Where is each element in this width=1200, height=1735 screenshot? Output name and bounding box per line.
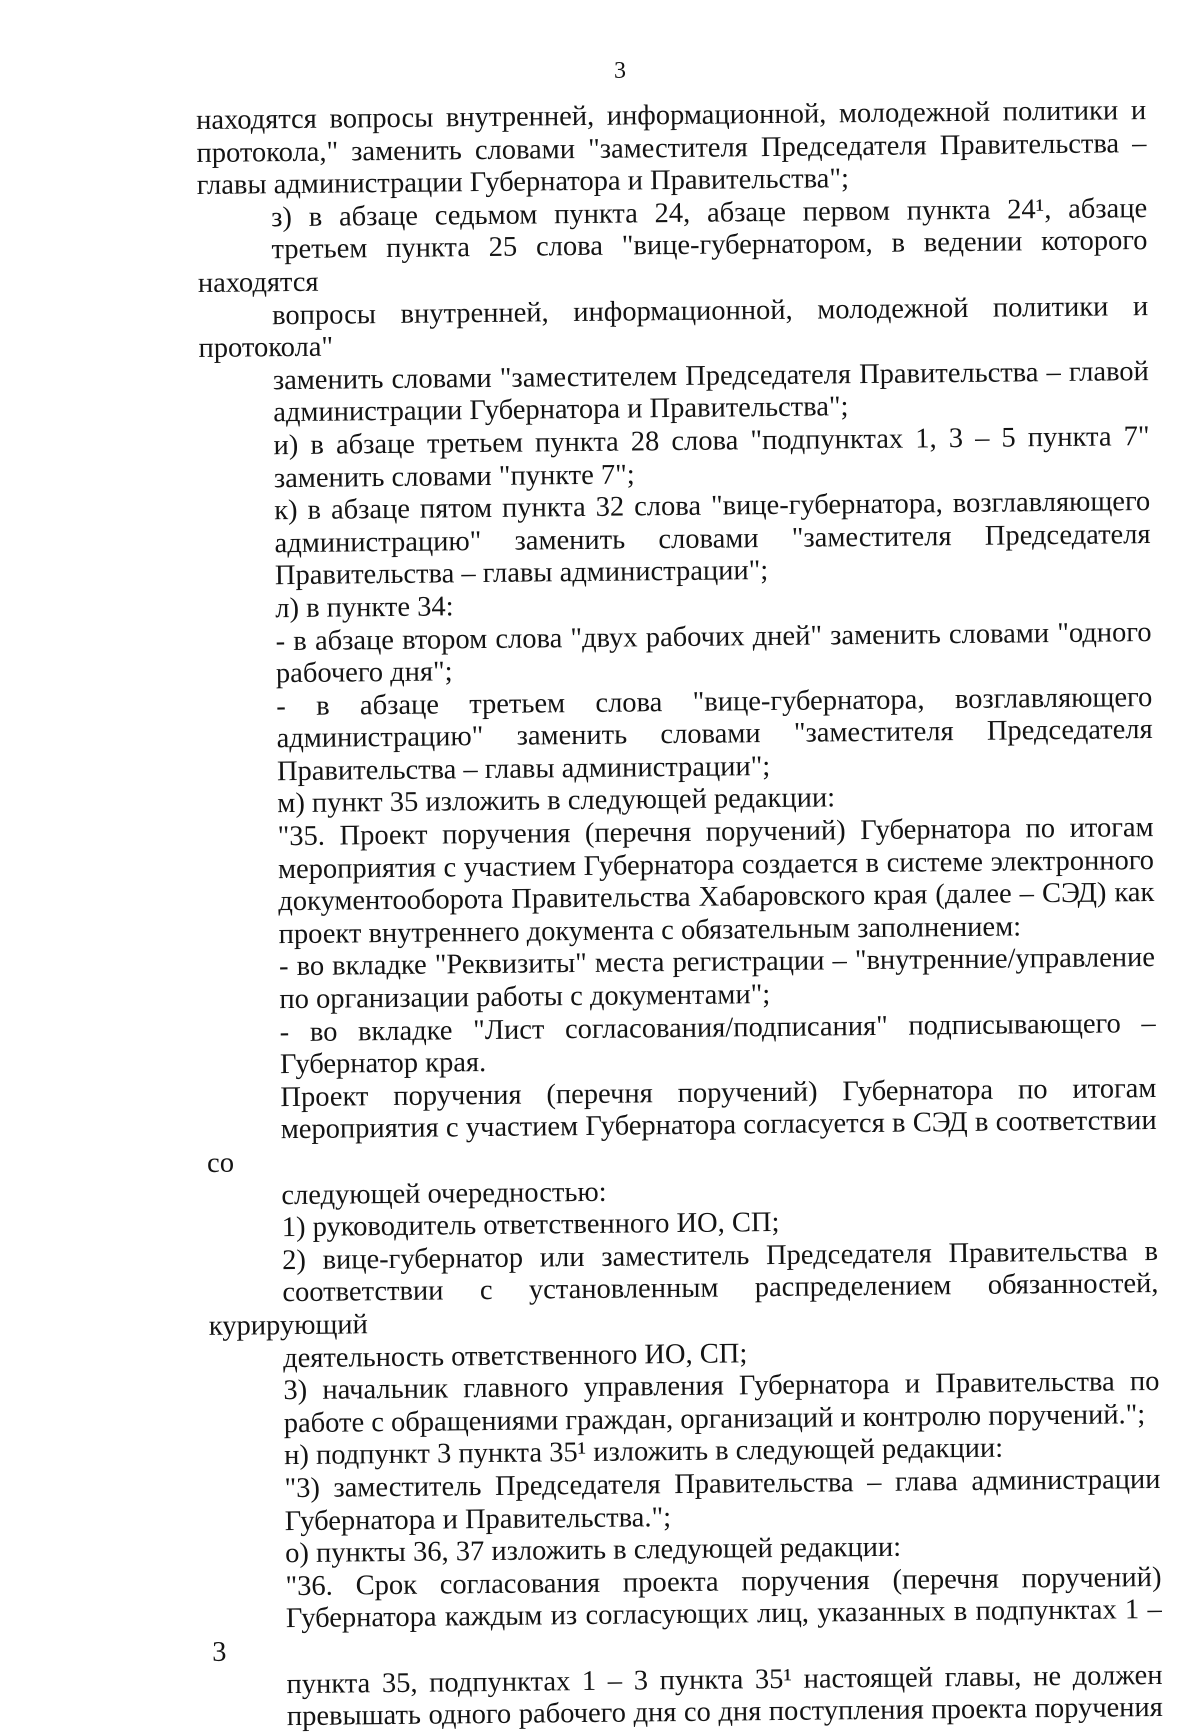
text-line: находятся вопросы внутренней, информационной, молодежной политики и (196, 95, 1147, 136)
text-line: заменить словами "пункте 7"; (273, 458, 635, 494)
text-line: 1) руководитель ответственного ИО, СП; (281, 1207, 780, 1244)
text-line: заменить словами "заместителем Председателя Правительства – главой (272, 355, 1150, 396)
paragraph-35 (204, 812, 1155, 952)
paragraph-l-1 (201, 617, 1152, 692)
text-line: администрацию" заменить словами "заместителя Председателя (274, 518, 1151, 559)
text-line: Правительства – главы администрации"; (274, 555, 769, 592)
text-line: работе с обращениями граждан, организаций и контролю поручений."; (283, 1398, 1146, 1439)
text-line: Правительства – главы администрации"; (276, 750, 771, 788)
paragraph-i (199, 421, 1150, 496)
text-line: вопросы внутренней, информационной, молодежной политики и протокола" (198, 290, 1149, 365)
text-line: пункта 35, подпунктах 1 – 3 пункта 35¹ настоящей главы, не должен (286, 1659, 1163, 1700)
paragraph-35-b (208, 1236, 1159, 1376)
text-line: мероприятия с участием Губернатора создается в системе электронного (277, 844, 1155, 885)
text-line: администрации Губернатора и Правительства"; (273, 391, 849, 429)
text-line: следующей очередностью: (281, 1176, 607, 1211)
text-line: главы администрации Губернатора и Правительства"; (196, 163, 850, 202)
text-line: Проект поручения (перечня поручений) Губернатора по итогам (280, 1072, 1157, 1113)
text-line: по организации работы с документами"; (279, 979, 771, 1016)
paragraph-35-2 (206, 1008, 1157, 1083)
text-line: 2) вице-губернатор или заместитель Председателя Правительства в (281, 1235, 1159, 1276)
text-line: н) подпункт 3 пункта 35¹ изложить в следующей редакции: (283, 1432, 1004, 1472)
text-line: мероприятия с участием Губернатора согласуется в СЭД в соответствии со (206, 1105, 1157, 1179)
text-line: л) в пункте 34: (275, 591, 454, 625)
text-line: "35. Проект поручения (перечня поручений) Губернатора по итогам (277, 812, 1154, 853)
page-number: 3 (614, 58, 626, 84)
text-line: протокола," заменить словами "заместителя Председателя Правительства – (196, 127, 1147, 169)
text-line: проект внутреннего документа с обязательным заполнением: (278, 911, 1022, 951)
text-line: о) пункты 36, 37 изложить в следующей редакции: (285, 1531, 902, 1570)
paragraph-n-1 (210, 1464, 1161, 1539)
text-line: Губернатор края. (279, 1047, 487, 1081)
paragraph-l-2 (202, 682, 1153, 790)
paragraph-35-3 (206, 1073, 1157, 1213)
text-line: Губернатора и Правительства."; (284, 1501, 672, 1537)
text-line: рабочего дня"; (275, 656, 453, 690)
paragraph-35-c (209, 1366, 1160, 1441)
text-line: деятельность ответственного ИО, СП; (282, 1337, 748, 1374)
paragraph-36 (211, 1562, 1163, 1735)
document-body (196, 95, 1163, 1735)
text-line: 3) начальник главного управления Губернатора и Правительства по (283, 1366, 1160, 1407)
text-line: третьем пункта 25 слова "вице-губернатором, в ведении которого находятся (197, 225, 1148, 299)
text-line: администрацию" заменить словами "заместителя Председателя (276, 714, 1153, 755)
paragraph-z (197, 193, 1149, 431)
text-line: "3) заместитель Председателя Правительства – глава администрации (284, 1463, 1161, 1505)
text-line: соответствии с установленным распределением обязанностей, курирующий (208, 1268, 1159, 1342)
text-line: - во вкладке "Лист согласования/подписания" подписывающего – (279, 1007, 1156, 1048)
paragraph-continue (196, 95, 1147, 203)
text-line: - во вкладке "Реквизиты" места регистрации – "внутренние/управление (278, 942, 1156, 983)
text-line: м) пункт 35 изложить в следующей редакции: (277, 782, 836, 820)
text-line: Губернатора каждым из согласующих лиц, указанных в подпунктах 1 – 3 (212, 1594, 1162, 1668)
paragraph-35-1 (205, 942, 1156, 1017)
text-line: "36. Срок согласования проекта поручения (перечня поручений) (285, 1561, 1162, 1602)
paragraph-k (200, 486, 1151, 594)
text-line: документооборота Правительства Хабаровского края (далее – СЭД) как (278, 877, 1155, 918)
text-line: и) в абзаце третьем пункта 28 слова "подпунктах 1, 3 – 5 пункта 7" (273, 420, 1150, 462)
text-line: - в абзаце втором слова "двух рабочих дней" заменить словами "одного (275, 616, 1152, 657)
text-line: - в абзаце третьем слова "вице-губернатора, возглавляющего (276, 681, 1153, 722)
text-line: к) в абзаце пятом пункта 32 слова "вице-губернатора, возглавляющего (274, 486, 1151, 527)
text-line: превышать одного рабочего дня со дня поступления проекта поручения (286, 1692, 1163, 1733)
text-line: з) в абзаце седьмом пункта 24, абзаце первом пункта 24¹, абзаце (271, 192, 1148, 233)
